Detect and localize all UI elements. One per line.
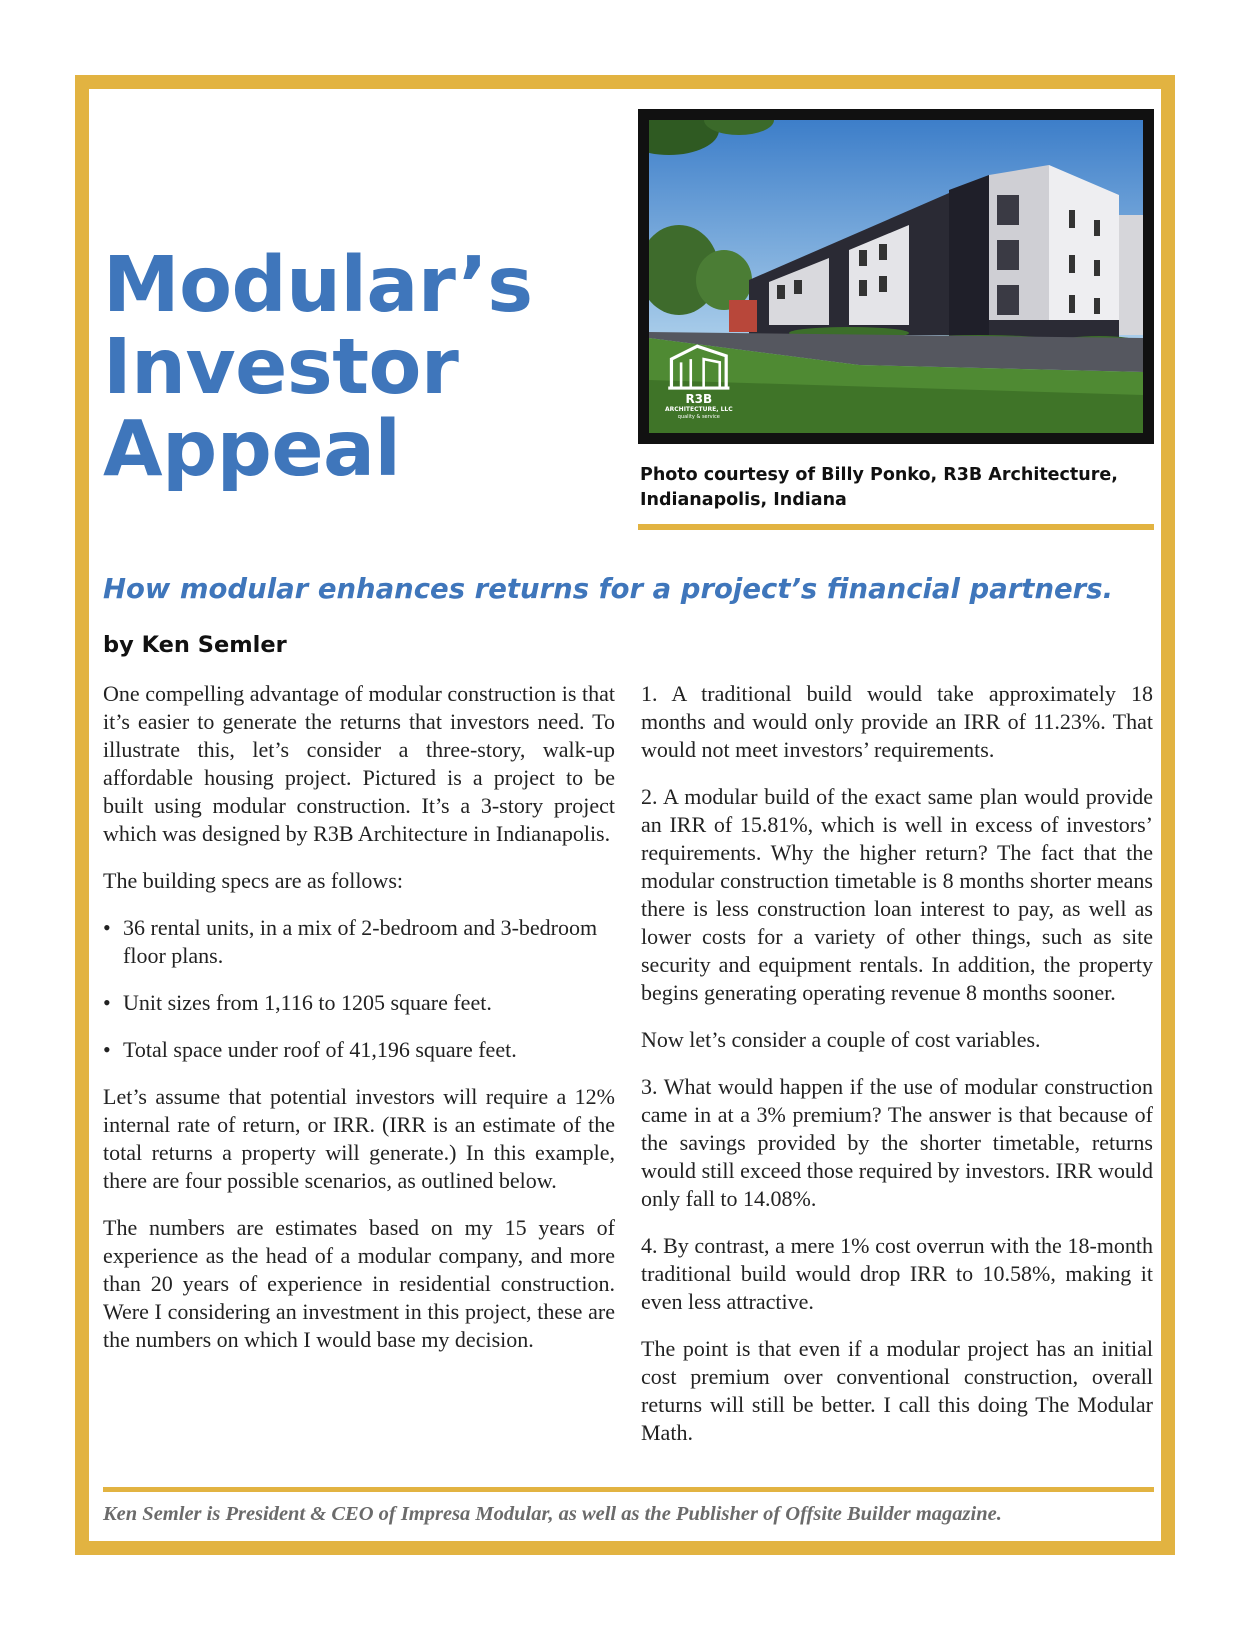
title-line-3: Appeal xyxy=(103,405,401,494)
scenario-3: 3. What would happen if the use of modular construction came in at a 3% premium? The answer is that because of the savings provided by the shorter timetable, returns would still exceed those required by investors. IRR would only fall to 14.08%. xyxy=(641,1074,1153,1211)
right-column xyxy=(641,680,1153,1466)
r3b-logo-mark-icon xyxy=(665,343,733,391)
r3b-logo xyxy=(665,343,733,421)
photo-caption: Photo courtesy of Billy Ponko, R3B Architecture, Indianapolis, Indiana xyxy=(640,465,1118,510)
logo-name: R3B xyxy=(685,392,713,406)
building-photo xyxy=(649,120,1143,433)
article-subtitle: How modular enhances returns for a project’s financial partners. xyxy=(103,573,1114,605)
title-line-2: Investor xyxy=(103,323,459,412)
logo-subtitle: ARCHITECTURE, LLC xyxy=(665,406,733,413)
caption-divider xyxy=(638,524,1154,530)
scenario-2: 2. A modular build of the exact same plan would provide an IRR of 15.81%, which is well in excess of investors’ requirements. Why the higher return? The fact that the modular construction timetable is 8 months shorter means there is less construction loan interest to pay, as well as lower costs for a variety of other things, such as site security and equipment rentals. In addition, the property begins generating operating revenue 8 months sooner. xyxy=(641,784,1153,1005)
author-bio: Ken Semler is President & CEO of Impresa Modular, as well as the Publisher of Offsite Builder magazine. xyxy=(103,1503,1002,1525)
list-item: • Total space under roof of 41,196 square feet. xyxy=(103,1036,615,1064)
scenario-1: 1. A traditional build would take approximately 18 months and would only provide an IRR of 11.23%. That would not meet investors’ requirements. xyxy=(641,681,1153,762)
paragraph: The point is that even if a modular project has an initial cost premium over conventional construction, overall returns will still be better. I call this doing The Modular Math. xyxy=(641,1336,1153,1445)
left-column xyxy=(103,680,615,1373)
logo-tagline: quality & service xyxy=(677,414,720,420)
photo-frame xyxy=(638,109,1154,444)
paragraph: Now let’s consider a couple of cost variables. xyxy=(641,1027,1041,1052)
paragraph: Let’s assume that potential investors will require a 12% internal rate of return, or IRR. (IRR is an estimate of the total returns a property will generate.) In this example, there are four possible scenarios, as outlined below. xyxy=(103,1084,615,1193)
paragraph: The numbers are estimates based on my 15 years of experience as the head of a modular company, and more than 20 years of experience in residential construction. Were I considering an investment in this project, these are the numbers on which I would base my decision. xyxy=(103,1215,615,1352)
scenario-4: 4. By contrast, a mere 1% cost overrun with the 18-month traditional build would drop IRR to 10.58%, making it even less attractive. xyxy=(641,1233,1153,1314)
article-title xyxy=(103,241,533,494)
paragraph: One compelling advantage of modular construction is that it’s easier to generate the returns that investors need. To illustrate this, let’s consider a three-story, walk-up affordable housing project. Pictured is a project to be built using modular construction. It’s a 3-story project which was designed by R3B Architecture in Indianapolis. xyxy=(103,681,615,846)
paragraph: The building specs are as follows: xyxy=(103,868,403,893)
footer-divider xyxy=(103,1487,1154,1492)
list-item: • Unit sizes from 1,116 to 1205 square feet. xyxy=(103,989,615,1017)
title-line-1: Modular’s xyxy=(103,241,533,330)
byline: by Ken Semler xyxy=(103,632,287,658)
list-item: • 36 rental units, in a mix of 2-bedroom and 3-bedroom floor plans. xyxy=(103,914,615,970)
specs-list xyxy=(103,914,615,1064)
